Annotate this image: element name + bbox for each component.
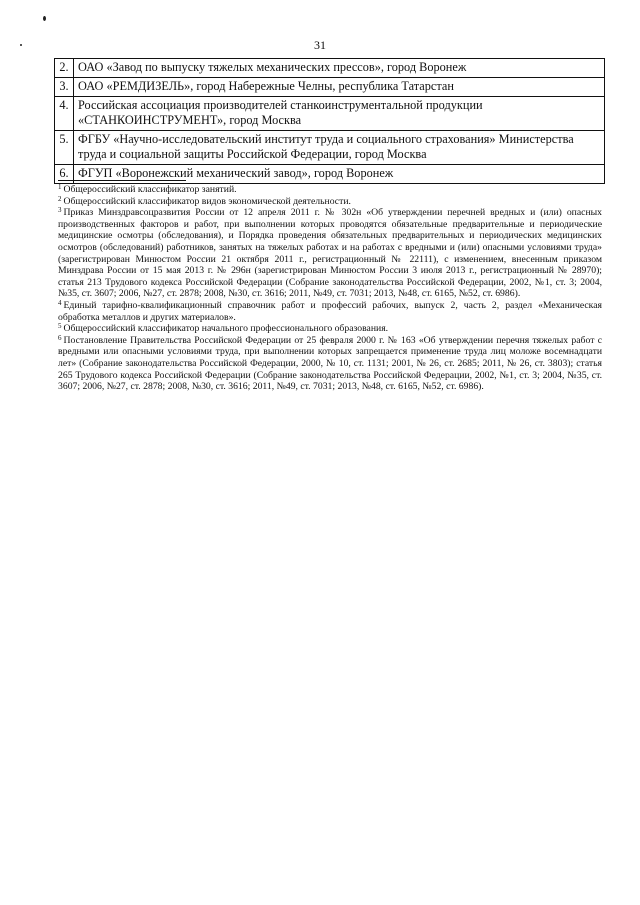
row-number: 4. <box>55 97 74 131</box>
table-row <box>55 78 605 97</box>
organization-name: ФГУП «Воронежский механический завод», город Воронеж <box>74 165 605 184</box>
footnote-text: Единый тарифно-квалификационный справочник работ и профессий рабочих, выпуск 2, часть 2, раздел «Механическая обработка металлов и других материалов». <box>58 299 602 323</box>
row-number: 6. <box>55 165 74 184</box>
footnote-mark: 3 <box>58 206 62 215</box>
footnote-mark: 1 <box>58 183 62 191</box>
footnote <box>58 323 602 335</box>
row-number: 2. <box>55 59 74 78</box>
footnote-mark: 4 <box>58 298 62 307</box>
footnote <box>58 335 602 393</box>
table-row <box>55 131 605 165</box>
footnote-mark: 6 <box>58 333 62 342</box>
organization-name: ОАО «РЕМДИЗЕЛЬ», город Набережные Челны, республика Татарстан <box>74 78 605 97</box>
organization-name: ФГБУ «Научно-исследовательский институт труда и социального страхования» Министерства труда и социальной защиты Российской Федерации, город Москва <box>74 131 605 165</box>
page-number: 31 <box>314 38 326 52</box>
footnote-separator <box>58 180 186 181</box>
footnote-text: Приказ Минздравсоцразвития России от 12 апреля 2011 г. № 302н «Об утверждении перечней вредных и (или) опасных производственных факторов и работ, при выполнении которых проводятся обязательные предварительные и периодические медицинские осмотры (обследования), и Порядка проведения обязательных предварительных и периодических медицинских осмотров (обследований) работников, занятых на тяжелых работах и на работах с вредными и (или) опасными условиями труда» (зарегистрирован Минюстом России 21 октября 2011 г., регистрационный № 22111), с изменением, внесенным приказом Минздрава России от 15 мая 2013 г. № 296н (зарегистрирован Минюстом России 3 июля 2013 г., регистрационный № 28970); статья 213 Трудового кодекса Российской Федерации (Собрание законодательства Российской Федерации, 2002, №1, ст. 3; 2004, №35, ст. 3607; 2006, №27, ст. 2878; 2008, №30, ст. 3616; 2011, №49, ст. 7031; 2013, №48, ст. 6165, №52, ст. 6986). <box>58 207 602 300</box>
footnote-mark: 2 <box>58 194 62 203</box>
row-number: 5. <box>55 131 74 165</box>
footnote <box>58 207 602 300</box>
footnotes <box>58 184 602 393</box>
footnote-text: Постановление Правительства Российской Федерации от 25 февраля 2000 г. № 163 «Об утверждении перечня тяжелых работ с вредными или опасными условиями труда, при выполнении которых запрещается применение труда лиц моложе восемнадцати лет» (Собрание законодательства Российской Федерации, 2000, № 10, ст. 1131; 2001, № 26, ст. 2685; 2011, № 26, ст. 3803); статья 265 Трудового кодекса Российской Федерации (Собрание законодательства Российской Федерации, 2002, №1, ст. 3; 2004, №35, ст. 3607; 2006, №27, ст. 2878; 2008, №30, ст. 3616; 2011, №49, ст. 7031; 2013, №48, ст. 6165, №52, ст. 6986). <box>58 334 602 393</box>
row-number: 3. <box>55 78 74 97</box>
footnote-text: Общероссийский классификатор начального профессионального образования. <box>63 323 389 335</box>
organization-name: Российская ассоциация производителей станкоинструментальной продукции «СТАНКОИНСТРУМЕНТ», город Москва <box>74 97 605 131</box>
organizations-table <box>54 58 605 184</box>
table-row <box>55 59 605 78</box>
table-row <box>55 97 605 131</box>
footnote <box>58 184 602 196</box>
scan-speck <box>43 16 46 21</box>
footnote <box>58 196 602 208</box>
footnote-text: Общероссийский классификатор занятий. <box>63 184 237 195</box>
footnote-text: Общероссийский классификатор видов экономической деятельности. <box>63 195 351 207</box>
footnote-mark: 5 <box>58 322 62 331</box>
footnote <box>58 300 602 323</box>
organization-name: ОАО «Завод по выпуску тяжелых механических прессов», город Воронеж <box>74 59 605 78</box>
